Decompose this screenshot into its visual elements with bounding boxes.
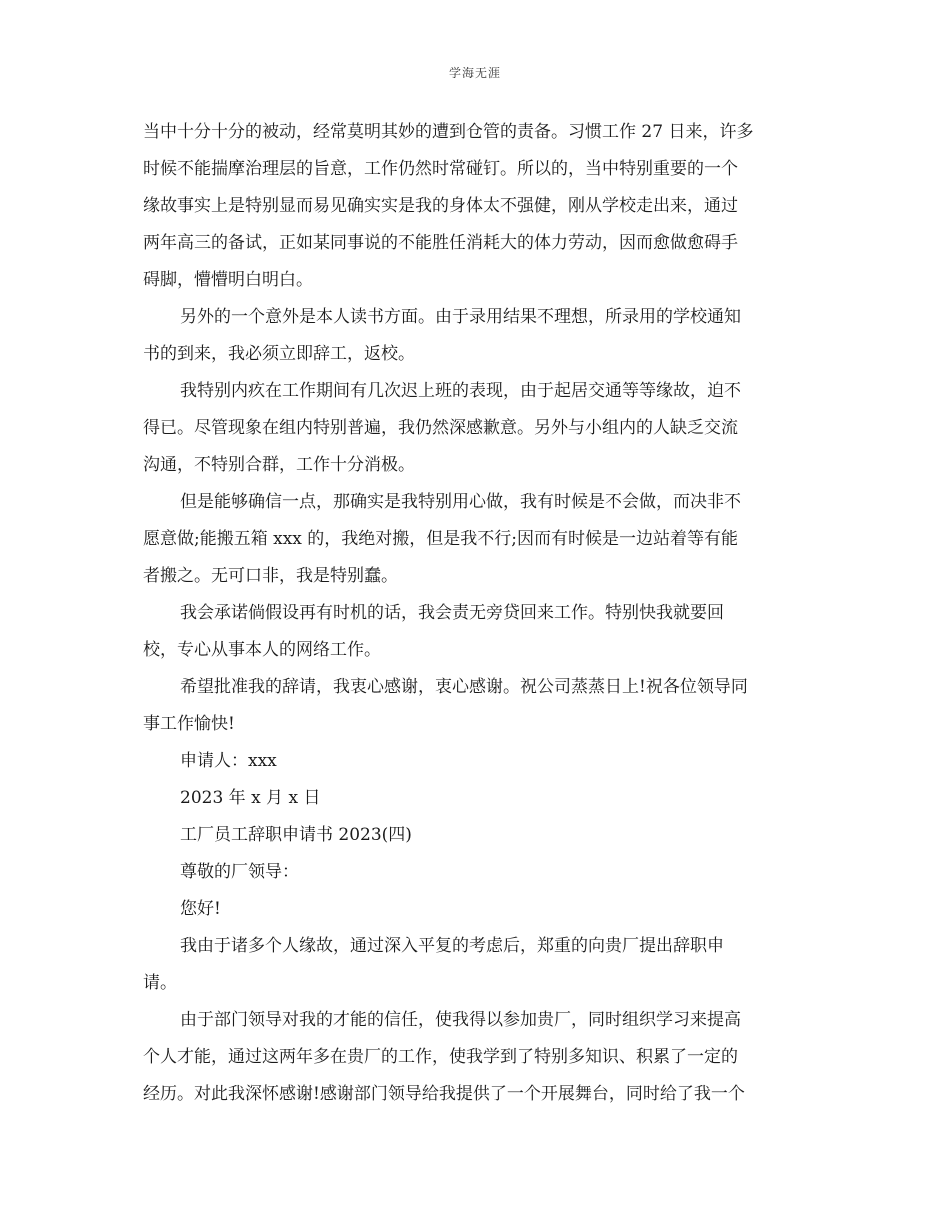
text-line: 尊敬的厂领导：: [180, 862, 299, 882]
text-line: 您好!: [180, 899, 221, 919]
text-line: 希望批准我的辞请，我衷心感谢，衷心感谢。祝公司蒸蒸日上!祝各位领导同: [180, 677, 748, 697]
text-line: 另外的一个意外是本人读书方面。由于录用结果不理想，所录用的学校通知: [180, 307, 741, 327]
text-line: 得已。尽管现象在组内特别普遍，我仍然深感歉意。另外与小组内的人缺乏交流: [143, 418, 738, 438]
text-line: 个人才能，通过这两年多在贵厂的工作，使我学到了特别多知识、积累了一定的: [143, 1047, 738, 1067]
text-line: 者搬之。无可口非，我是特别蠢。: [143, 566, 398, 586]
text-line: 当中十分十分的被动，经常莫明其妙的遭到仓管的责备。习惯工作 27 日来，许多: [143, 122, 754, 142]
page-header: 学海无涯: [448, 66, 501, 80]
text-line: 工厂员工辞职申请书 2023(四): [180, 825, 412, 845]
text-line: 沟通，不特别合群，工作十分消极。: [143, 455, 415, 475]
text-line: 请。: [143, 973, 177, 993]
text-line: 书的到来，我必须立即辞工，返校。: [143, 344, 415, 364]
text-line: 我由于诸多个人缘故，通过深入平复的考虑后，郑重的向贵厂提出辞职申: [180, 936, 724, 956]
text-line: 碍脚，懵懵明白明白。: [143, 270, 313, 290]
text-line: 缘故事实上是特别显而易见确实实是我的身体太不强健，刚从学校走出来，通过: [143, 196, 738, 216]
text-line: 由于部门领导对我的才能的信任，使我得以参加贵厂，同时组织学习来提高: [180, 1010, 741, 1030]
text-line: 经历。对此我深怀感谢!感谢部门领导给我提供了一个开展舞台，同时给了我一个: [143, 1084, 745, 1104]
text-line: 事工作愉快!: [143, 714, 235, 734]
text-line: 时候不能揣摩治理层的旨意，工作仍然时常碰钉。所以的，当中特别重要的一个: [143, 159, 738, 179]
text-line: 两年高三的备试，正如某同事说的不能胜任消耗大的体力劳动，因而愈做愈碍手: [143, 233, 738, 253]
text-line: 申请人：xxx: [180, 751, 277, 771]
text-line: 愿意做;能搬五箱 xxx 的，我绝对搬，但是我不行;因而有时候是一边站着等有能: [143, 529, 739, 549]
text-line: 2023 年 x 月 x 日: [180, 788, 321, 808]
text-line: 校，专心从事本人的网络工作。: [143, 640, 381, 660]
text-line: 我特别内疚在工作期间有几次迟上班的表现，由于起居交通等等缘故，迫不: [180, 381, 741, 401]
text-line: 我会承诺倘假设再有时机的话，我会责无旁贷回来工作。特别快我就要回: [180, 603, 724, 623]
document-body: [143, 118, 808, 1117]
text-line: 但是能够确信一点，那确实是我特别用心做，我有时候是不会做，而决非不: [180, 492, 741, 512]
